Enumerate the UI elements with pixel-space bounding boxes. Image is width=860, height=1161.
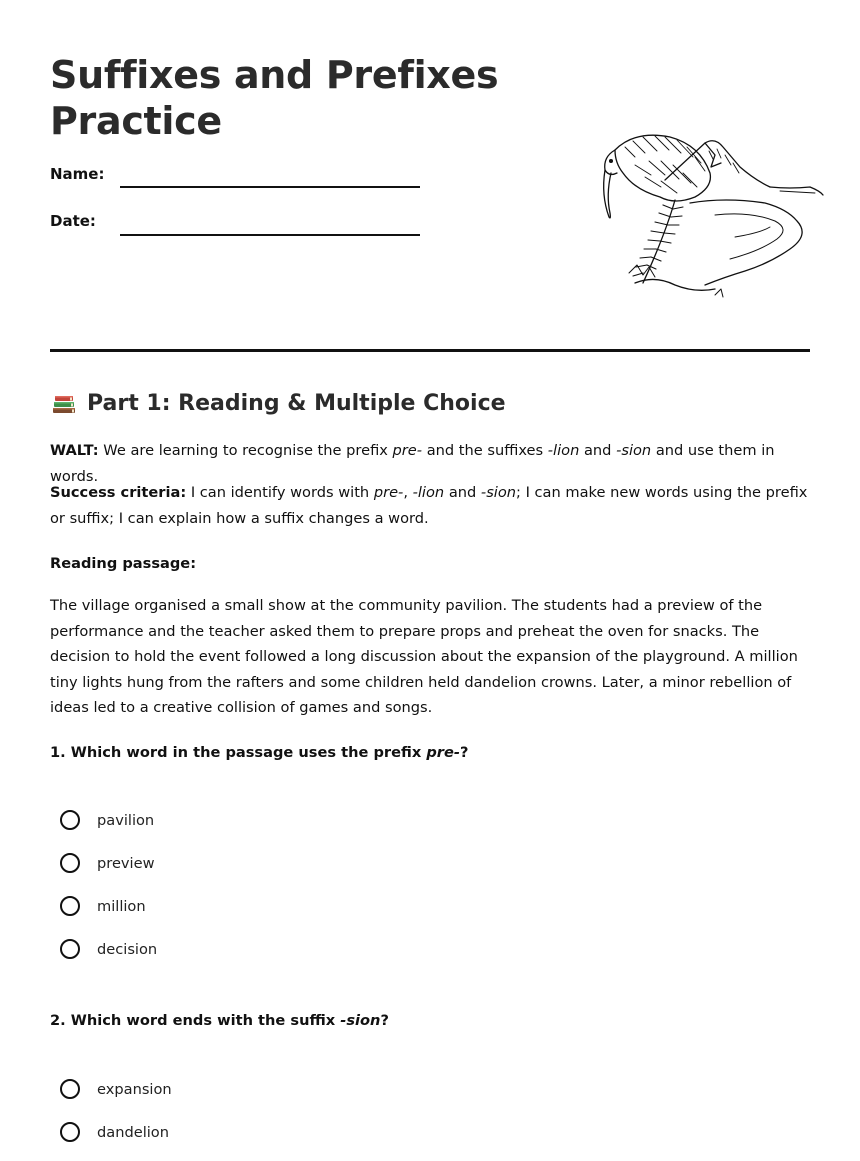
- question-2-end: ?: [380, 1012, 389, 1029]
- radio-button[interactable]: [60, 939, 80, 959]
- q1-option-million[interactable]: [60, 893, 146, 919]
- success-text: I can identify words with: [190, 484, 370, 501]
- success-suffix-sion: -sion: [480, 484, 517, 501]
- success-prefix-pre: pre-: [373, 484, 404, 501]
- walt-text: and the suffixes: [426, 442, 544, 459]
- option-label: decision: [97, 940, 158, 958]
- date-label: Date:: [50, 212, 96, 230]
- section-divider: [50, 349, 810, 352]
- radio-button[interactable]: [60, 1079, 80, 1099]
- walt-prefix-pre: pre-: [392, 442, 423, 459]
- reading-passage-label-text: Reading passage:: [50, 555, 197, 572]
- option-label: pavilion: [97, 811, 155, 829]
- q2-option-dandelion[interactable]: [60, 1119, 169, 1145]
- q1-option-decision[interactable]: [60, 936, 157, 962]
- walt-suffix-lion: -lion: [547, 442, 580, 459]
- option-label: million: [97, 897, 146, 915]
- success-comma: ,: [403, 484, 408, 501]
- success-text: ; I can make new words using the prefix or suffix; I can explain how a suffix changes a word.: [50, 484, 808, 527]
- books-icon: [50, 390, 78, 418]
- part1-heading: [50, 388, 506, 420]
- radio-button[interactable]: [60, 1122, 80, 1142]
- date-field[interactable]: [120, 234, 420, 236]
- name-field[interactable]: [120, 186, 420, 188]
- kiwi-bird-illustration: [565, 125, 825, 300]
- success-text: and: [448, 484, 477, 501]
- question-2-text: 2. Which word ends with the suffix: [50, 1012, 336, 1029]
- option-label: preview: [97, 854, 155, 872]
- q2-option-expansion[interactable]: [60, 1076, 172, 1102]
- question-2-term: -sion: [340, 1012, 381, 1029]
- walt-text: and use them in words.: [50, 442, 775, 485]
- radio-button[interactable]: [60, 896, 80, 916]
- radio-button[interactable]: [60, 810, 80, 830]
- q1-option-pavilion[interactable]: [60, 807, 154, 833]
- option-label: dandelion: [97, 1123, 169, 1141]
- walt-label: WALT:: [50, 442, 99, 459]
- walt-suffix-sion: -sion: [616, 442, 652, 459]
- reading-passage-label: [50, 551, 810, 577]
- radio-button[interactable]: [60, 853, 80, 873]
- q1-option-preview[interactable]: [60, 850, 155, 876]
- walt-text: and: [583, 442, 612, 459]
- success-criteria-label: Success criteria:: [50, 484, 187, 501]
- question-1-term: pre-: [426, 744, 460, 761]
- question-1-end: ?: [459, 744, 469, 761]
- page-title: Suffixes and Prefixes Practice: [50, 53, 499, 143]
- name-label: Name:: [50, 165, 105, 183]
- part1-heading-text: Part 1: Reading & Multiple Choice: [87, 391, 506, 416]
- success-suffix-lion: -lion: [412, 484, 445, 501]
- walt-text: We are learning to recognise the prefix: [103, 442, 388, 459]
- question-2: [50, 1010, 389, 1032]
- reading-passage: The village organised a small show at the community pavilion. The students had a preview of the performance and the teacher asked them to prepare props and preheat the oven for snacks. The decision to hold the event followed a long discussion about the expansion of the playground. A million tiny lights hung from the rafters and some children held dandelion crowns. Later, a minor rebellion of ideas led to a creative collision of games and songs.: [50, 597, 798, 716]
- option-label: expansion: [97, 1080, 172, 1098]
- question-1: [50, 742, 468, 764]
- success-criteria-paragraph: [50, 480, 810, 531]
- question-1-text: 1. Which word in the passage uses the prefix: [50, 744, 422, 761]
